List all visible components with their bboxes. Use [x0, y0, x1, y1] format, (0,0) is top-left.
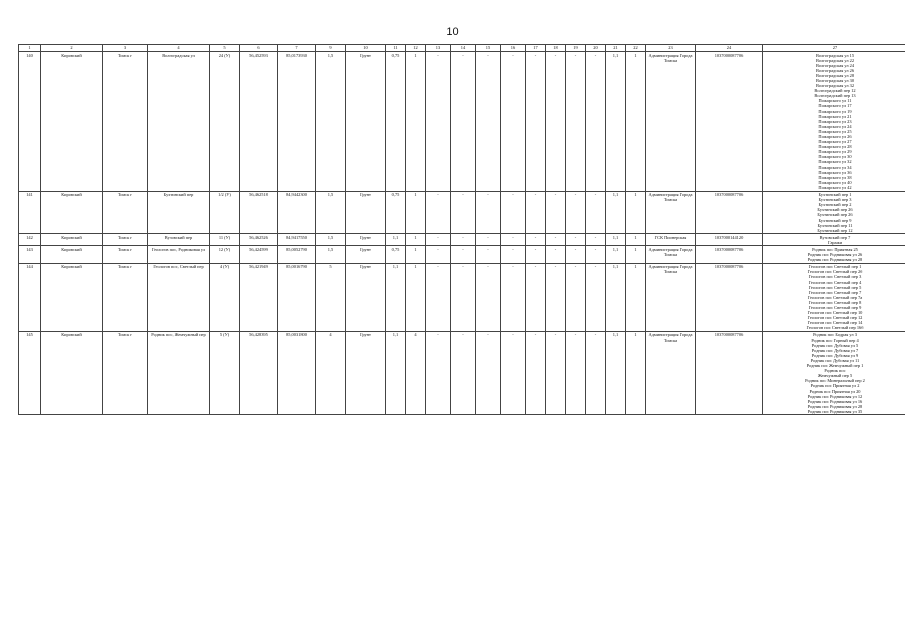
table-header [19, 45, 905, 52]
empty-cell: - [426, 246, 451, 263]
cell-c1: 143 [19, 246, 41, 263]
address-line: Родник пос Родниковая ул 28 [807, 403, 863, 409]
empty-cell: - [586, 191, 606, 234]
address-line: Пожарского ул 34 [818, 164, 852, 170]
address-line: Пожарского ул 42 [818, 184, 852, 190]
cell-c7: 85,0173930 [278, 52, 316, 192]
cell-c6: 56,428395 [240, 331, 278, 415]
address-line: Жемчужный пер 5 [817, 373, 853, 379]
address-line: Родник пос Родниковая ул 16 [807, 398, 863, 404]
cell-c27 [763, 234, 905, 246]
address-line: Вузовский пер 7 [819, 234, 851, 240]
cell-c21: 1,1 [606, 52, 626, 192]
address-line: Бухтинский пер 26 [817, 212, 853, 218]
address-line: Волгоградская ул 32 [815, 83, 855, 89]
empty-cell: - [566, 52, 586, 192]
cell-c10: Грунт [346, 263, 386, 331]
address-line: Родник пос Дубовая ул 5 [811, 342, 859, 348]
column-header: 11 [386, 45, 406, 52]
empty-cell: - [586, 234, 606, 246]
empty-cell: - [586, 52, 606, 192]
column-header: 18 [546, 45, 566, 52]
address-line: Геологов пос Светлый пер 3 [808, 274, 862, 280]
address-line: Родник пос Родниковая ул 26 [807, 252, 863, 258]
cell-c21: 1,1 [606, 263, 626, 331]
empty-cell: - [451, 234, 476, 246]
table-body [19, 52, 905, 415]
empty-cell: - [546, 234, 566, 246]
cell-c5: 12 (У) [210, 246, 240, 263]
cell-c23: Администрация Города Томска [646, 52, 696, 192]
empty-cell: - [546, 191, 566, 234]
address-line: Пожарского ул 38 [818, 174, 852, 180]
column-header: 9 [316, 45, 346, 52]
cell-c1: 141 [19, 191, 41, 234]
address-line: Родник пос Бодрая ул 3 [813, 332, 857, 338]
address-line: Волгоградская ул 28 [815, 72, 855, 78]
address-line: Родник пос Приятная ул 20 [809, 388, 861, 394]
empty-cell: - [566, 234, 586, 246]
cell-c23: Администрация Города Томска [646, 191, 696, 234]
cell-c24: 1037000087706 [696, 52, 763, 192]
column-header: 13 [426, 45, 451, 52]
cell-c9: 4 [316, 331, 346, 415]
cell-c9: 1,5 [316, 246, 346, 263]
address-line: Родник пос Родниковая ул 12 [807, 393, 863, 399]
column-header: 14 [451, 45, 476, 52]
address-line: Геологов пос Светлый пер 16б [806, 325, 864, 331]
header-row [19, 45, 905, 52]
address-line: Волгоградская ул 30 [815, 77, 855, 83]
empty-cell: - [476, 331, 501, 415]
column-header: 23 [646, 45, 696, 52]
cell-c22: 1 [626, 52, 646, 192]
cell-c10: Грунт [346, 234, 386, 246]
registry-table [18, 44, 905, 415]
column-header: 6 [240, 45, 278, 52]
cell-c21: 1,1 [606, 191, 626, 234]
table-row [19, 52, 905, 192]
cell-c4: Геологов пос, Светлый пер [148, 263, 210, 331]
address-line: Пожарского ул 17 [818, 103, 852, 109]
empty-cell: - [526, 234, 546, 246]
address-line: Волгоградский пер 13 [814, 93, 856, 99]
address-line: Пожарского ул 30 [818, 154, 852, 160]
empty-cell: - [451, 263, 476, 331]
address-line: Геологов пос Светлый пер 5 [808, 284, 862, 290]
address-line: Родник пос Родниковая ул 35 [807, 408, 863, 414]
cell-c6: 56,462518 [240, 191, 278, 234]
cell-c11: 1,1 [386, 263, 406, 331]
address-line: Волгоградская ул 26 [815, 67, 855, 73]
cell-c6: 56,452593 [240, 52, 278, 192]
cell-c24: 1037000144120 [696, 234, 763, 246]
cell-c5: 4 (У) [210, 263, 240, 331]
column-header: 21 [606, 45, 626, 52]
page-number: 10 [446, 26, 459, 38]
cell-c12: 4 [406, 331, 426, 415]
address-line: Пожарского ул 19 [818, 108, 852, 114]
address-line: Родник пос Приятная ул 2 [810, 383, 860, 389]
cell-c9: 1,5 [316, 234, 346, 246]
empty-cell: - [586, 331, 606, 415]
empty-cell: - [426, 234, 451, 246]
cell-c1: 145 [19, 331, 41, 415]
empty-cell: - [566, 263, 586, 331]
cell-c21: 1,1 [606, 331, 626, 415]
address-line: Волгоградская ул 24 [815, 62, 855, 68]
empty-cell: - [586, 246, 606, 263]
address-line: Бухтинский пер 3 [818, 197, 852, 203]
address-line: Родник пос [824, 368, 846, 374]
empty-cell: - [451, 52, 476, 192]
address-line: Геологов пос Светлый пер 2б [807, 269, 863, 275]
column-header: 19 [566, 45, 586, 52]
column-header: 12 [406, 45, 426, 52]
cell-c12: 1 [406, 263, 426, 331]
cell-c10: Грунт [346, 246, 386, 263]
cell-c27 [763, 331, 905, 415]
empty-cell: - [526, 52, 546, 192]
cell-c12: 1 [406, 234, 426, 246]
empty-cell: - [501, 263, 526, 331]
column-header: 16 [501, 45, 526, 52]
cell-c10: Грунт [346, 331, 386, 415]
cell-c5: 5 (У) [210, 331, 240, 415]
table-row [19, 331, 905, 415]
empty-cell: - [476, 263, 501, 331]
empty-cell: - [451, 191, 476, 234]
address-line: Пожарского ул 11 [818, 98, 852, 104]
address-line: Пожарского ул 28 [818, 144, 852, 150]
cell-c22: 1 [626, 234, 646, 246]
cell-c2: Кировский [41, 263, 103, 331]
column-header: 7 [278, 45, 316, 52]
empty-cell: - [546, 263, 566, 331]
address-line: Бухтинский пер 12 [817, 227, 853, 233]
cell-c27 [763, 246, 905, 263]
empty-cell: - [426, 263, 451, 331]
cell-c27 [763, 191, 905, 234]
cell-c10: Грунт [346, 191, 386, 234]
cell-c5: 24 (У) [210, 52, 240, 192]
cell-c12: 1 [406, 191, 426, 234]
address-line: Волгоградская ул 22 [815, 57, 855, 63]
empty-cell: - [526, 246, 546, 263]
address-line: Родник пос Горный пер 4 [811, 337, 859, 343]
empty-cell: - [476, 191, 501, 234]
empty-cell: - [426, 191, 451, 234]
address-line: Гаражи [828, 239, 842, 245]
address-line: Бухтинский пер 2 [818, 202, 852, 208]
cell-c3: Томск г [103, 234, 148, 246]
address-line: Геологов пос Светлый пер 10 [807, 310, 863, 316]
cell-c5: 11 (У) [210, 234, 240, 246]
address-line: Геологов пос Светлый пер 8 [808, 299, 862, 305]
table-row [19, 246, 905, 263]
address-line: Пожарского ул 26 [818, 134, 852, 139]
cell-c7: 85,0031800 [278, 331, 316, 415]
empty-cell: - [501, 234, 526, 246]
empty-cell: - [586, 263, 606, 331]
address-line: Родник пос Дубовая ул 11 [810, 357, 860, 363]
cell-c11: 0,75 [386, 246, 406, 263]
cell-c7: 85,0016790 [278, 263, 316, 331]
cell-c9: 1,5 [316, 52, 346, 192]
address-line: Пожарского ул 36 [818, 169, 852, 175]
address-line: Родник пос Дубовая ул 9 [811, 352, 859, 358]
address-line: Бухтинский пер 11 [817, 222, 853, 228]
cell-c4: Геологов пос, Родниковая ул [148, 246, 210, 263]
column-header: 1 [19, 45, 41, 52]
address-line: Пожарского ул 21 [818, 113, 852, 119]
address-line: Геологов пос Светлый пер 4 [808, 279, 862, 285]
empty-cell: - [546, 331, 566, 415]
empty-cell: - [501, 331, 526, 415]
table-row [19, 263, 905, 331]
empty-cell: - [501, 246, 526, 263]
cell-c4: Волгоградская ул [148, 52, 210, 192]
cell-c1: 144 [19, 263, 41, 331]
cell-c10: Грунт [346, 52, 386, 192]
address-line: Пожарского ул 40 [818, 179, 852, 185]
address-line: Пожарского ул 25 [818, 128, 852, 134]
cell-c23: Администрация Города Томска [646, 246, 696, 263]
cell-c3: Томск г [103, 263, 148, 331]
cell-c2: Кировский [41, 234, 103, 246]
address-line: Геологов пос Светлый пер 9 [808, 305, 862, 310]
column-header: 3 [103, 45, 148, 52]
column-header: 24 [696, 45, 763, 52]
empty-cell: - [476, 246, 501, 263]
cell-c9: 1,5 [316, 191, 346, 234]
column-header: 4 [148, 45, 210, 52]
address-line: Бухтинский пер 26 [817, 207, 853, 213]
cell-c1: 140 [19, 52, 41, 192]
cell-c12: 1 [406, 246, 426, 263]
address-line: Родник пос Приятная 25 [812, 246, 858, 252]
empty-cell: - [526, 191, 546, 234]
cell-c22: 1 [626, 246, 646, 263]
cell-c11: 0,75 [386, 52, 406, 192]
empty-cell: - [526, 263, 546, 331]
cell-c2: Кировский [41, 52, 103, 192]
address-line: Геологов пос Светлый пер 7а [807, 294, 863, 300]
empty-cell: - [476, 234, 501, 246]
empty-cell: - [501, 191, 526, 234]
empty-cell: - [426, 52, 451, 192]
cell-c22: 1 [626, 191, 646, 234]
cell-c24: 1037000087706 [696, 331, 763, 415]
empty-cell: - [476, 52, 501, 192]
cell-c23: Администрация Города Томска [646, 263, 696, 331]
cell-c27 [763, 263, 905, 331]
cell-c22: 1 [626, 263, 646, 331]
address-line: Пожарского ул 32 [818, 159, 852, 165]
empty-cell: - [526, 331, 546, 415]
cell-c6: 56,421949 [240, 263, 278, 331]
cell-c7: 85,0052790 [278, 246, 316, 263]
cell-c24: 1037000087706 [696, 191, 763, 234]
address-line: Родник пос Дубовая ул 7 [811, 347, 859, 353]
column-header: 20 [586, 45, 606, 52]
cell-c2: Кировский [41, 246, 103, 263]
column-header: 10 [346, 45, 386, 52]
empty-cell: - [566, 331, 586, 415]
cell-c11: 1,1 [386, 331, 406, 415]
address-line: Бухтинский пер 9 [818, 217, 852, 223]
cell-c3: Томск г [103, 52, 148, 192]
cell-c4: Бухтинский пер [148, 191, 210, 234]
cell-c24: 1037000087706 [696, 263, 763, 331]
column-header: 27 [763, 45, 905, 52]
column-header: 2 [41, 45, 103, 52]
cell-c21: 1,1 [606, 234, 626, 246]
address-line: Геологов пос Светлый пер 14 [807, 320, 863, 326]
cell-c27 [763, 52, 905, 192]
cell-c6: 56,424599 [240, 246, 278, 263]
empty-cell: - [546, 246, 566, 263]
empty-cell: - [566, 246, 586, 263]
cell-c11: 1,1 [386, 234, 406, 246]
cell-c1: 142 [19, 234, 41, 246]
empty-cell: - [566, 191, 586, 234]
empty-cell: - [501, 52, 526, 192]
address-line: Волгоградский пер 12 [814, 88, 856, 94]
column-header: 17 [526, 45, 546, 52]
column-header: 15 [476, 45, 501, 52]
address-line: Геологов пос Светлый пер 7 [808, 289, 862, 295]
cell-c11: 0,75 [386, 191, 406, 234]
cell-c9: 5 [316, 263, 346, 331]
address-line: Родник пос Родниковая ул 28 [807, 257, 863, 263]
cell-c3: Томск г [103, 246, 148, 263]
cell-c4: Родник пос, Жемчужный пер [148, 331, 210, 415]
column-header: 5 [210, 45, 240, 52]
empty-cell: - [451, 246, 476, 263]
empty-cell: - [426, 331, 451, 415]
cell-c2: Кировский [41, 191, 103, 234]
address-line: Пожарского ул 24 [818, 123, 852, 129]
address-line: Геологов пос Светлый пер 1 [808, 264, 862, 270]
address-line: Волгоградская ул 15 [815, 52, 855, 58]
cell-c24: 1037000087706 [696, 246, 763, 263]
cell-c3: Томск г [103, 191, 148, 234]
cell-c23: Администрация Города Томска [646, 331, 696, 415]
cell-c12: 1 [406, 52, 426, 192]
cell-c3: Томск г [103, 331, 148, 415]
address-line: Геологов пос Светлый пер 12 [807, 315, 863, 321]
cell-c7: 84,9442300 [278, 191, 316, 234]
table-row [19, 191, 905, 234]
column-header: 22 [626, 45, 646, 52]
empty-cell: - [546, 52, 566, 192]
cell-c23: ГСК Пионерская [646, 234, 696, 246]
cell-c7: 84,9417550 [278, 234, 316, 246]
address-line: Пожарского ул 29 [818, 149, 852, 155]
cell-c4: Вузовский пер [148, 234, 210, 246]
empty-cell: - [451, 331, 476, 415]
address-line: Родник пос Жемчужный пер 1 [806, 363, 864, 369]
cell-c6: 56,462526 [240, 234, 278, 246]
address-line: Бухтинский пер 1 [818, 192, 852, 198]
address-line: Пожарского ул 23 [818, 118, 852, 124]
address-line: Пожарского ул 27 [818, 139, 852, 145]
table-row [19, 234, 905, 246]
cell-c21: 1,1 [606, 246, 626, 263]
cell-c5: 1/2 (У) [210, 191, 240, 234]
cell-c2: Кировский [41, 331, 103, 415]
address-line: Родник пос Минеральный пер 2 [805, 378, 865, 384]
cell-c22: 1 [626, 331, 646, 415]
